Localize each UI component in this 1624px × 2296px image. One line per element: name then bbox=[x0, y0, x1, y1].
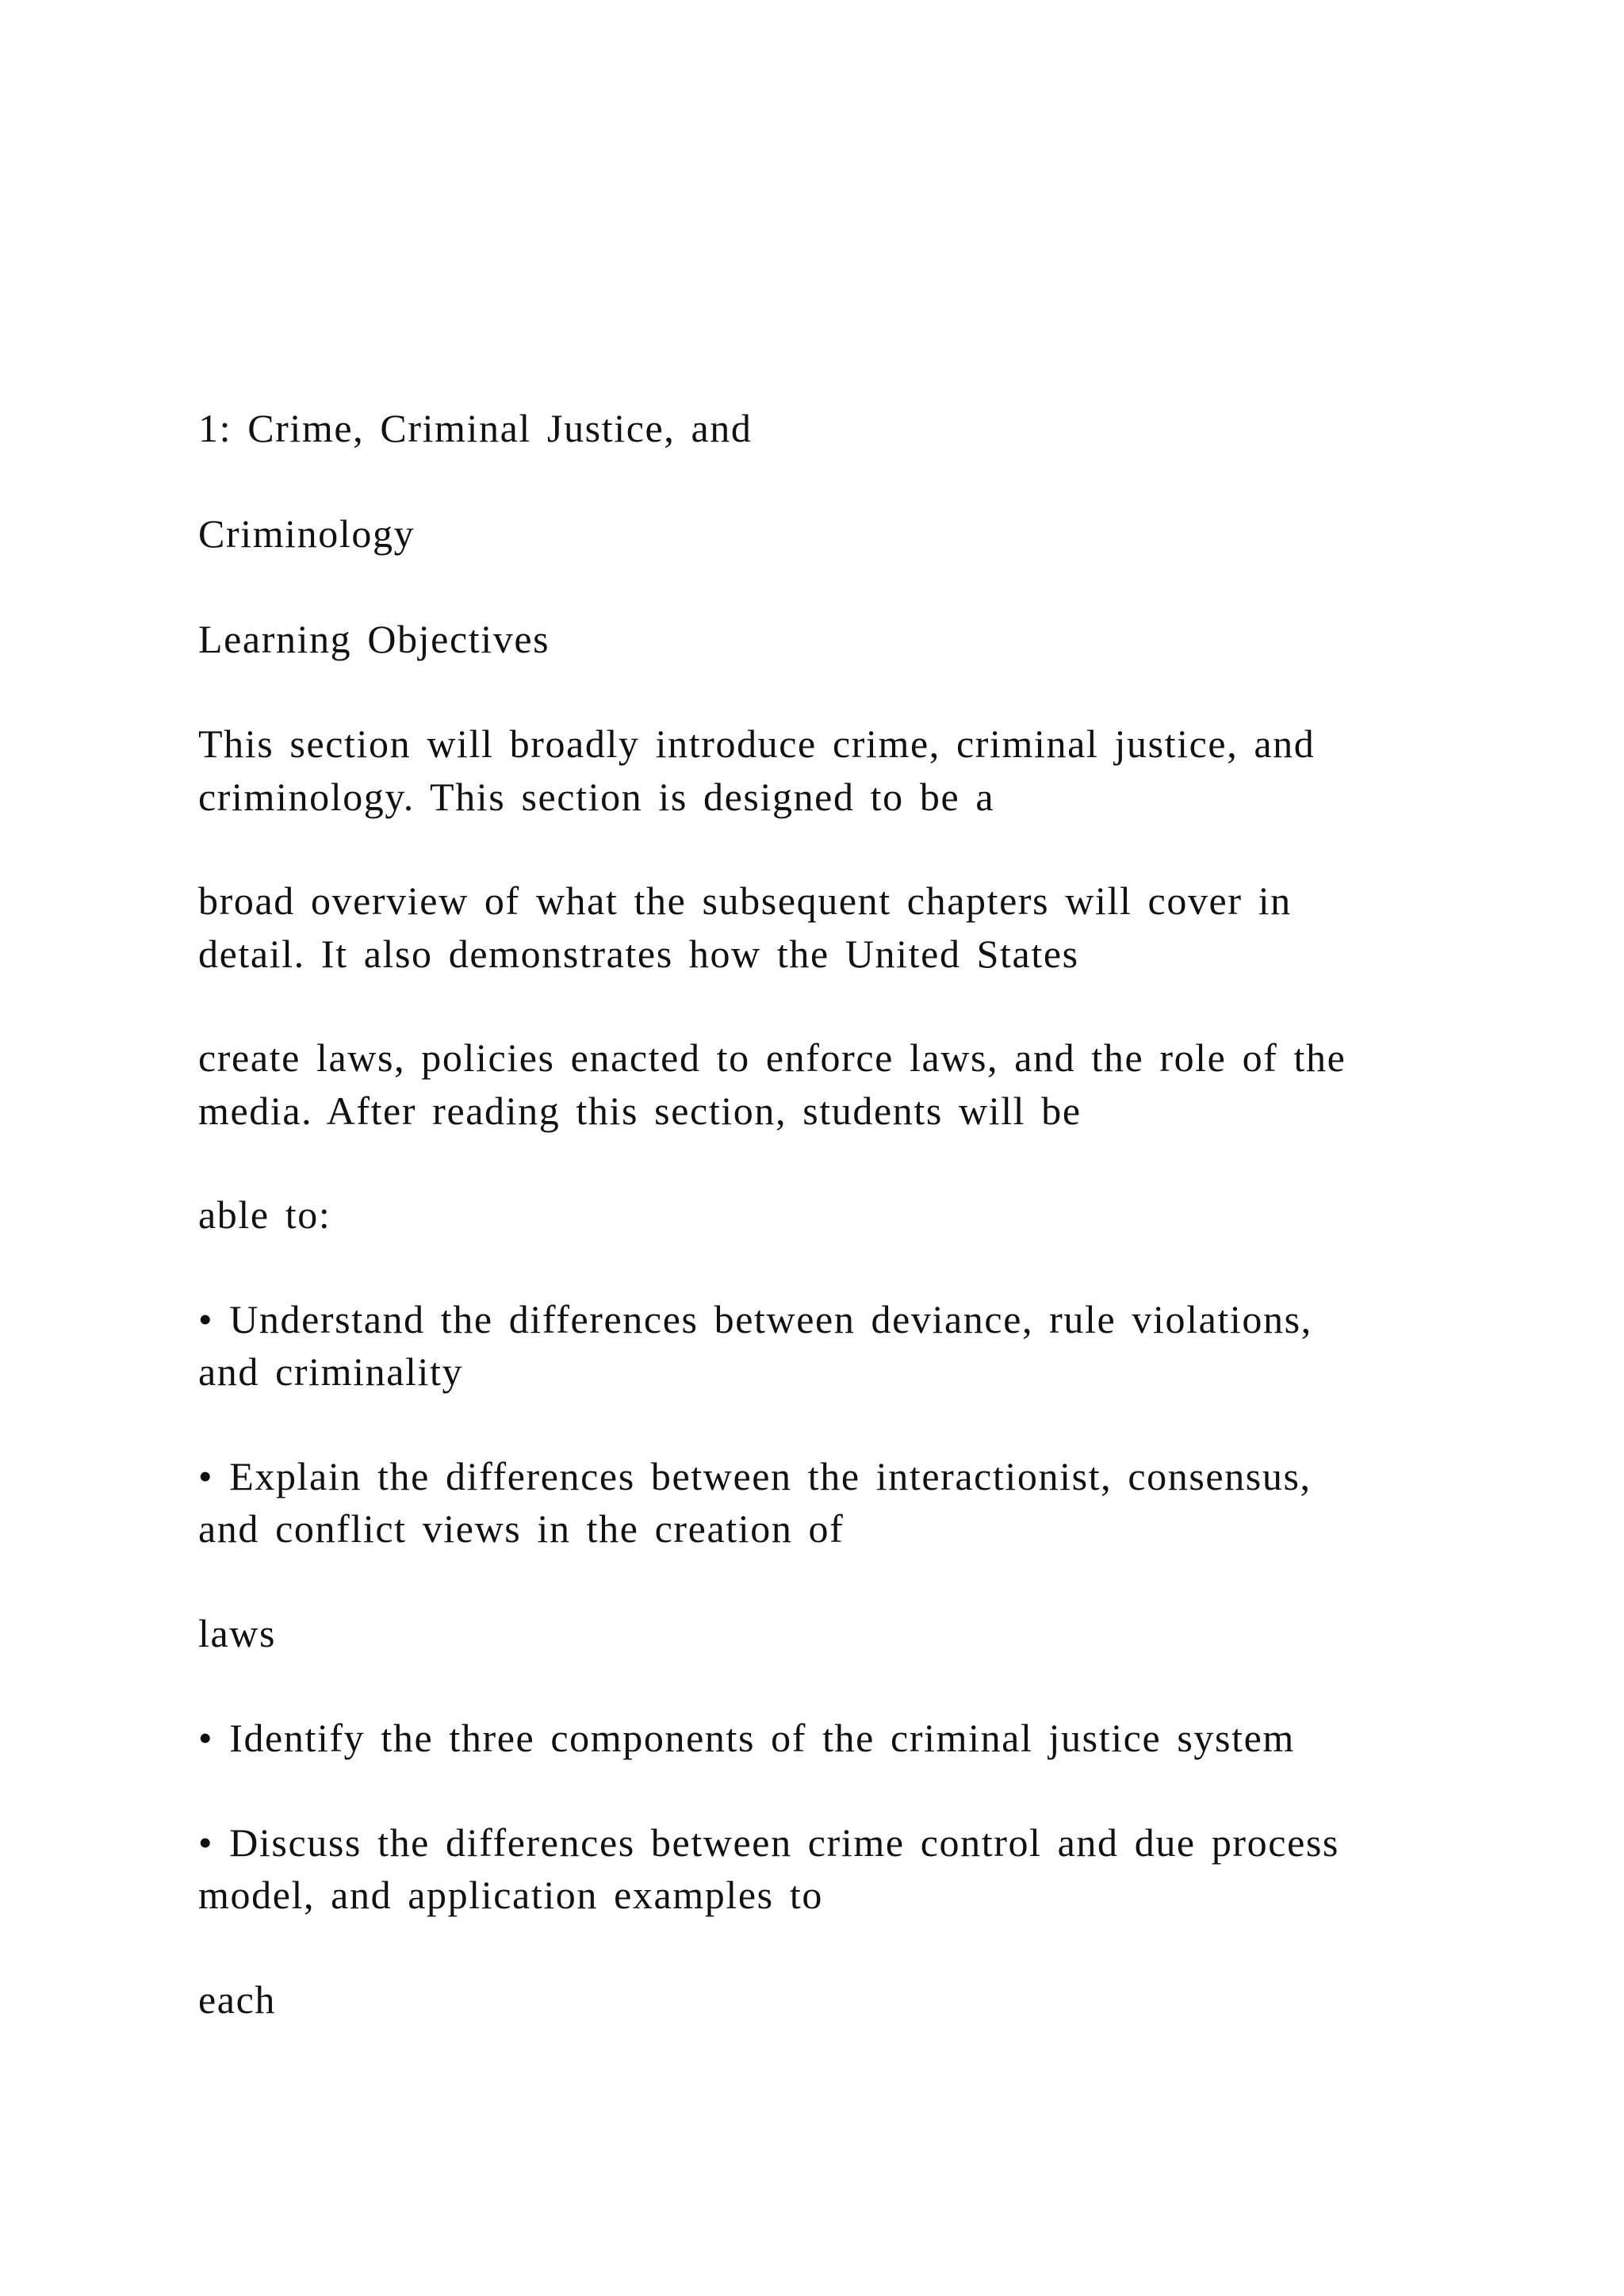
chapter-title-line-1: 1: Crime, Criminal Justice, and bbox=[198, 406, 753, 450]
objective-4-line-2: model, and application examples to bbox=[198, 1873, 823, 1917]
objective-4-continuation: each bbox=[198, 1977, 276, 2022]
objective-4-line-1: • Discuss the differences between crime control and due process bbox=[198, 1820, 1339, 1865]
paragraph-4: able to: bbox=[198, 1192, 331, 1237]
paragraph-1-line-2: criminology. This section is designed to be a bbox=[198, 775, 995, 819]
objective-3-line-1: • Identify the three components of the criminal justice system bbox=[198, 1716, 1295, 1760]
paragraph-1-line-1: This section will broadly introduce crime, criminal justice, and bbox=[198, 721, 1316, 766]
paragraph-2-line-1: broad overview of what the subsequent chapters will cover in bbox=[198, 878, 1292, 923]
objective-1-line-2: and criminality bbox=[198, 1349, 464, 1394]
paragraph-2-line-2: detail. It also demonstrates how the United States bbox=[198, 932, 1079, 976]
paragraph-3-line-2: media. After reading this section, students will be bbox=[198, 1089, 1082, 1133]
chapter-title-line-2: Criminology bbox=[198, 511, 416, 556]
objective-1-line-1: • Understand the differences between deviance, rule violations, bbox=[198, 1297, 1312, 1341]
section-heading: Learning Objectives bbox=[198, 617, 550, 661]
paragraph-3-line-1: create laws, policies enacted to enforce laws, and the role of the bbox=[198, 1035, 1346, 1080]
objective-2-continuation: laws bbox=[198, 1611, 277, 1655]
objective-2-line-2: and conflict views in the creation of bbox=[198, 1506, 845, 1551]
objective-2-line-1: • Explain the differences between the interactionist, consensus, bbox=[198, 1454, 1312, 1498]
